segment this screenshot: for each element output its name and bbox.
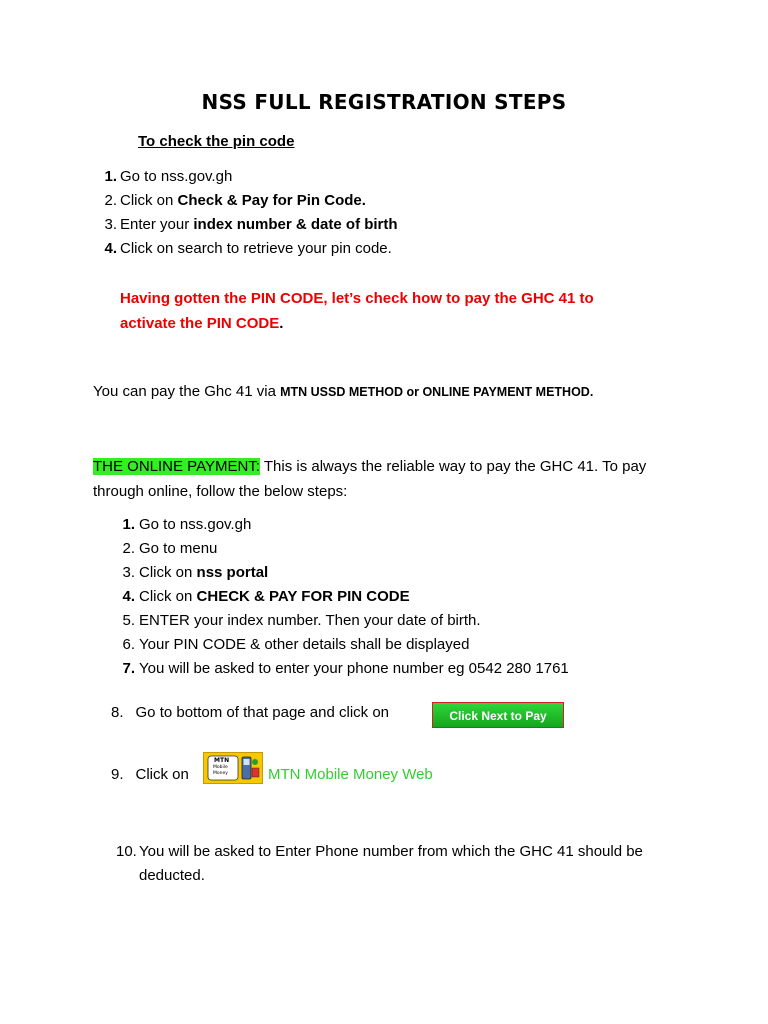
mtn-logo-text-line1: MTN	[214, 757, 230, 764]
mtn-logo-text-line2: Mobile	[213, 765, 228, 770]
mtn-logo-text-line3: Money	[213, 771, 228, 776]
payment-methods-line: You can pay the Ghc 41 via MTN USSD METHOD or ONLINE PAYMENT METHOD.	[93, 383, 594, 400]
pin-check-heading: To check the pin code	[138, 133, 295, 150]
click-next-to-pay-button[interactable]: Click Next to Pay	[432, 702, 564, 728]
mtn-mobile-money-logo[interactable]	[203, 752, 263, 784]
document-page: NSS FULL REGISTRATION STEPS To check the pin code 1. Go to nss.gov.gh 2. Click on Check & Pay for Pin Code. 3. Enter your index number & date of birth 4. Click on search to retrieve your pin code. Having gotten the PIN CODE, let’s check how to pay the GHC 41 to activate the PIN CODE. You can pay the Ghc 41 via MTN USSD METHOD or ONLINE PAYMENT METHOD. THE ONLINE PAYMENT: This is always the reliable way to pay the GHC 41. To pay through online, follow the below steps: 1. Go to nss.gov.gh 2. Go to menu 3. Click on nss portal 4. Click on CHECK & PAY FOR PIN CODE 5. ENTER your index number. Then your date of birth. 6. Your PIN CODE & other details shall be displayed 7. You will be asked to enter your phone number eg 0542 280 1761 8. Go to bottom of that page and click on Click Next to Pay 9. Click on MTN Mobile Money MTN Mobile Money Web 10. You will be asked to Enter Phone number from which the GHC 41 should be deducted.	[0, 0, 768, 1024]
pay-instruction-note: Having gotten the PIN CODE, let’s check how to pay the GHC 41 to activate the PIN CODE.	[120, 290, 594, 332]
page-title: NSS FULL REGISTRATION STEPS	[201, 90, 567, 114]
mtn-mobile-money-web-link[interactable]: MTN Mobile Money Web	[268, 766, 433, 783]
step-9: 9. Click on	[111, 766, 189, 783]
step-8: 8. Go to bottom of that page and click on	[111, 704, 390, 721]
online-payment-label: THE ONLINE PAYMENT:	[93, 458, 260, 475]
online-payment-intro: THE ONLINE PAYMENT: This is always the reliable way to pay the GHC 41. To pay through online, follow the below steps:	[93, 458, 647, 500]
